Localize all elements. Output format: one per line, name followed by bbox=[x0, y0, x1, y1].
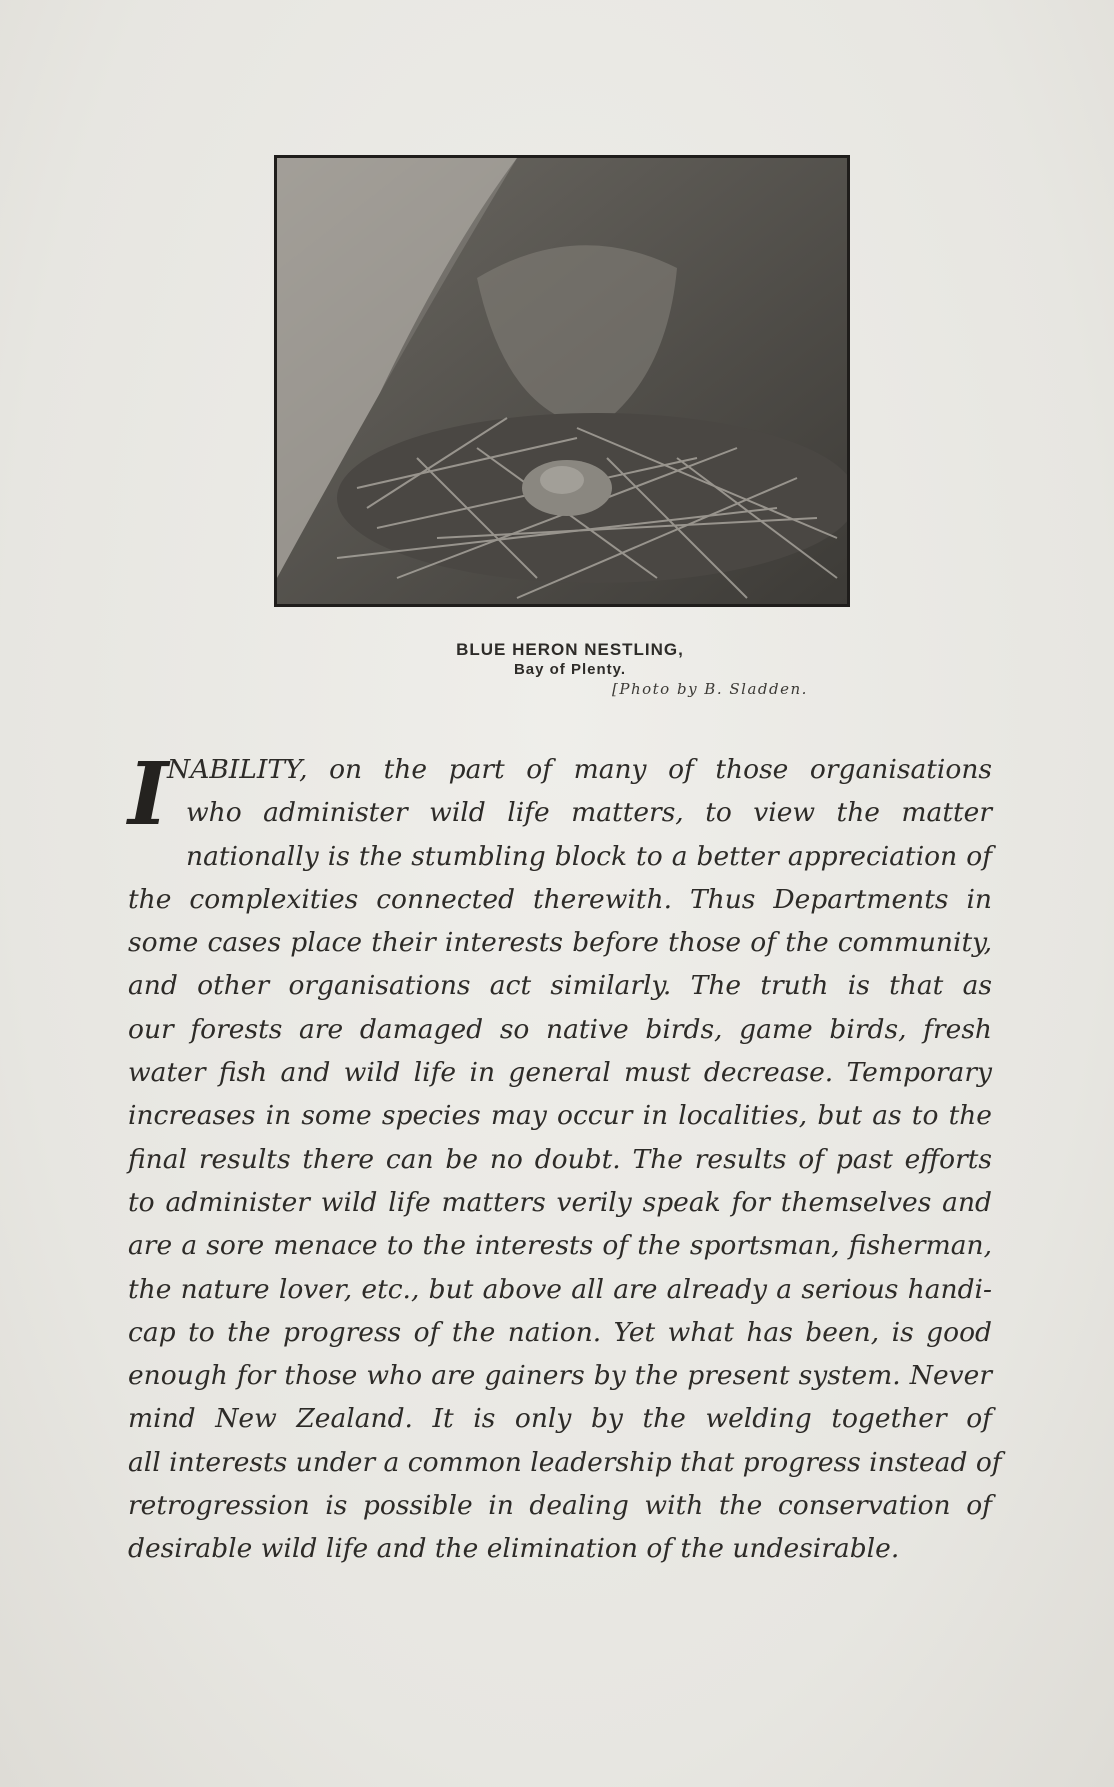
article-line: who administer wild life matters, to view the matter bbox=[186, 797, 992, 829]
article-line: to administer wild life matters verily speak for themselves and bbox=[128, 1186, 992, 1218]
article-line: some cases place their interests before those of the community, bbox=[128, 927, 992, 959]
photo-caption-location: Bay of Plenty. bbox=[513, 661, 627, 678]
article-body bbox=[128, 744, 1002, 1571]
article-line: water fish and wild life in general must decrease. Temporary bbox=[128, 1057, 992, 1089]
article-line: our forests are damaged so native birds, game birds, fresh bbox=[128, 1013, 992, 1045]
article-line: and other organisations act similarly. The truth is that as bbox=[128, 970, 992, 1002]
article-line: the complexities connected therewith. Thus Departments in bbox=[128, 883, 992, 915]
article-line: enough for those who are gainers by the present system. Never bbox=[128, 1360, 992, 1392]
article-line: mind New Zealand. It is only by the welding together of bbox=[128, 1403, 992, 1435]
photo-caption-title: BLUE HERON NESTLING, bbox=[456, 640, 684, 659]
photo-credit: [Photo by B. Sladden. bbox=[612, 680, 808, 698]
drop-cap: I bbox=[128, 744, 169, 845]
article-line: NABILITY, on the part of many of those organisations bbox=[167, 754, 992, 785]
article-line: all interests under a common leadership that progress instead of bbox=[128, 1446, 1002, 1478]
article-line: cap to the progress of the nation. Yet what has been, is good bbox=[128, 1316, 992, 1348]
nest-photo-image bbox=[277, 158, 847, 604]
article-line: nationally is the stumbling block to a better appreciation of bbox=[186, 840, 992, 872]
article-line: retrogression is possible in dealing with the conservation of bbox=[128, 1490, 992, 1522]
article-line: desirable wild life and the elimination of the undesirable. bbox=[128, 1533, 900, 1565]
article-line: the nature lover, etc., but above all are already a serious handi- bbox=[128, 1273, 992, 1305]
heron-nestling-photo bbox=[274, 155, 850, 607]
article-line: final results there can be no doubt. The results of past efforts bbox=[128, 1143, 992, 1175]
article-line: increases in some species may occur in localities, but as to the bbox=[128, 1100, 992, 1132]
article-line: are a sore menace to the interests of the sportsman, fisherman, bbox=[128, 1230, 992, 1262]
